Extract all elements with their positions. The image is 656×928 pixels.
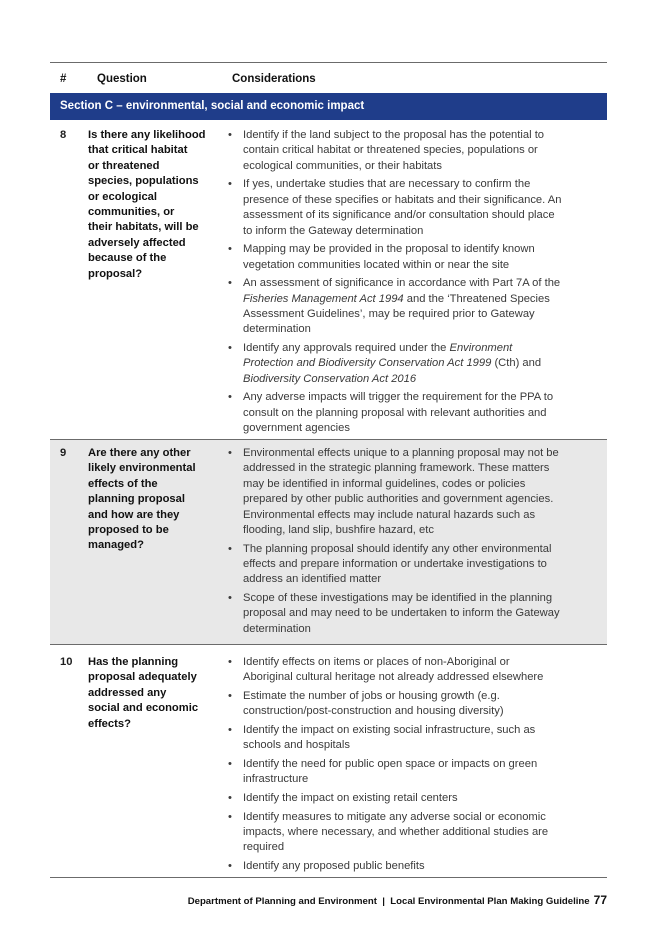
question-line: species, populations — [88, 175, 199, 188]
question-line: their habitats, will be — [88, 221, 199, 234]
consideration-line: Identify any proposed public benefits — [243, 860, 425, 872]
table-row — [50, 120, 607, 439]
consideration-line: determination — [243, 323, 311, 336]
consideration-item — [225, 591, 607, 637]
table-body — [50, 120, 607, 878]
question-line: or ecological — [88, 190, 158, 203]
question-text — [88, 128, 225, 439]
consideration-item — [225, 242, 607, 273]
consideration-line: may be identified in informal guidelines, codes or policies — [243, 477, 526, 490]
considerations — [225, 655, 607, 877]
table-header — [50, 63, 607, 93]
consideration-line: to inform the Gateway determination — [243, 224, 424, 237]
consideration-line: addressed in the strategic planning framework. These matters — [243, 462, 550, 475]
consideration-line: Fisheries Management Act 1994 and the ‘Threatened Species — [243, 292, 550, 305]
header-considerations: Considerations — [232, 73, 316, 85]
consideration-line: determination — [243, 622, 311, 635]
consideration-line: infrastructure — [243, 773, 309, 786]
consideration-item — [225, 757, 607, 788]
considerations-list — [225, 446, 607, 637]
considerations-list — [225, 655, 607, 874]
question-line: and how are they — [88, 508, 180, 521]
question-line: planning proposal — [88, 493, 185, 506]
question-line: social and economic — [88, 702, 199, 715]
guideline-table — [50, 62, 607, 878]
question-line: effects of the — [88, 477, 158, 490]
bullet-icon: • — [228, 542, 232, 555]
considerations — [225, 446, 607, 644]
consideration-line: schools and hospitals — [243, 739, 350, 752]
question-line: managed? — [88, 539, 144, 552]
consideration-line: Identify the impact on existing social infrastructure, such as — [243, 724, 536, 736]
consideration-line: Aboriginal cultural heritage not already addressed elsewhere — [243, 671, 544, 684]
consideration-item — [225, 810, 607, 856]
row-number: 10 — [60, 656, 73, 668]
consideration-item — [225, 128, 607, 174]
consideration-line: contain critical habitat or threatened species, populations or — [243, 144, 538, 157]
consideration-line: Identify the need for public open space or impacts on green — [243, 758, 538, 770]
consideration-line: prepared by other public authorities and government agencies. — [243, 493, 554, 506]
row-number: 9 — [60, 447, 67, 459]
question-line: Are there any other — [88, 447, 191, 459]
consideration-line: Identify if the land subject to the proposal has the potential to — [243, 129, 545, 141]
question-text — [88, 655, 225, 877]
consideration-line: Biodiversity Conservation Act 2016 — [243, 372, 417, 385]
consideration-item — [225, 276, 607, 338]
question-line: Has the planning — [88, 656, 179, 668]
consideration-line: Mapping may be provided in the proposal to identify known — [243, 243, 535, 256]
consideration-line: The planning proposal should identify any other environmental — [243, 542, 552, 555]
bullet-icon: • — [228, 690, 232, 702]
consideration-item — [225, 446, 607, 538]
bullet-icon: • — [228, 758, 232, 770]
question-line: proposal? — [88, 267, 143, 280]
consideration-line: proposal and may need to be undertaken to inform the Gateway — [243, 607, 560, 620]
consideration-line: Identify measures to mitigate any adverse social or economic — [243, 810, 546, 823]
bullet-icon: • — [228, 860, 232, 872]
bullet-icon: • — [228, 129, 232, 141]
consideration-line: Identify effects on items or places of non-Aboriginal or — [243, 656, 510, 668]
consideration-line: address an identified matter — [243, 573, 382, 586]
question-line: or threatened — [88, 159, 160, 172]
header-question: Question — [97, 73, 147, 85]
page-number: 77 — [593, 893, 607, 907]
row-number: 8 — [60, 129, 67, 141]
header-number: # — [60, 73, 67, 85]
bullet-icon: • — [228, 391, 232, 404]
question-line: proposed to be — [88, 524, 169, 537]
consideration-line: presence of these specifies or habitats and their significance. An — [243, 193, 562, 206]
consideration-item — [225, 542, 607, 588]
consideration-item — [225, 177, 607, 239]
consideration-line: government agencies — [243, 422, 350, 435]
consideration-line: effects and prepare information or undertake investigations to — [243, 558, 547, 571]
footer-text: Department of Planning and Environment | Local Environmental Plan Making Guideline — [187, 896, 590, 907]
consideration-line: An assessment of significance in accordance with Part 7A of the — [243, 277, 561, 290]
consideration-item — [225, 791, 607, 806]
consideration-line: Estimate the number of jobs or housing growth (e.g. — [243, 690, 500, 702]
bullet-icon: • — [228, 178, 232, 191]
consideration-item — [225, 723, 607, 754]
bullet-icon: • — [228, 792, 232, 804]
consideration-item — [225, 390, 607, 436]
consideration-line: construction/post-construction and housing diversity) — [243, 705, 504, 718]
consideration-line: flooding, land slip, bushfire hazard, etc — [243, 524, 434, 537]
bottom-rule — [50, 877, 607, 878]
consideration-item — [225, 655, 607, 686]
question-line: addressed any — [88, 686, 167, 699]
consideration-line: Any adverse impacts will trigger the requirement for the PPA to — [243, 391, 554, 404]
bullet-icon: • — [228, 447, 232, 459]
question-line: proposal adequately — [88, 671, 197, 684]
consideration-line: Identify any approvals required under the Environment — [243, 342, 513, 355]
question-line: adversely affected — [88, 236, 186, 249]
table-row — [50, 439, 607, 644]
consideration-line: If yes, undertake studies that are necessary to confirm the — [243, 178, 531, 191]
question-line: that critical habitat — [88, 144, 188, 157]
question-line: Is there any likelihood — [88, 129, 206, 141]
considerations — [225, 128, 607, 439]
question-line: because of the — [88, 252, 167, 265]
bullet-icon: • — [228, 243, 232, 256]
bullet-icon: • — [228, 810, 232, 823]
consideration-item — [225, 341, 607, 387]
considerations-list — [225, 128, 607, 437]
bullet-icon: • — [228, 592, 232, 605]
bullet-icon: • — [228, 656, 232, 668]
consideration-line: Identify the impact on existing retail centers — [243, 792, 458, 804]
consideration-item — [225, 859, 607, 874]
consideration-line: vegetation communities located within or near the site — [243, 258, 510, 271]
consideration-line: Scope of these investigations may be identified in the planning — [243, 592, 553, 605]
table-row — [50, 644, 607, 877]
question-line: effects? — [88, 717, 131, 730]
section-title: Section C – environmental, social and economic impact — [50, 93, 607, 120]
consideration-line: Protection and Biodiversity Conservation Act 1999 (Cth) and — [243, 357, 542, 370]
consideration-item — [225, 689, 607, 720]
consideration-line: required — [243, 841, 285, 854]
question-line: likely environmental — [88, 462, 196, 475]
bullet-icon: • — [228, 342, 232, 355]
consideration-line: impacts, where necessary, and whether additional studies are — [243, 826, 549, 838]
consideration-line: Environmental effects unique to a planning proposal may not be — [243, 447, 559, 459]
page-footer — [188, 893, 607, 907]
bullet-icon: • — [228, 277, 232, 290]
consideration-line: assessment of its significance and/or consultation should place — [243, 209, 555, 222]
question-line: communities, or — [88, 206, 175, 219]
consideration-line: ecological communities, or their habitats — [243, 159, 442, 172]
consideration-line: consult on the planning proposal with relevant authorities and — [243, 406, 547, 419]
consideration-line: Assessment Guidelines’, may be required prior to Gateway — [243, 308, 535, 321]
consideration-line: Environmental effects may include natural hazards such as — [243, 508, 536, 521]
bullet-icon: • — [228, 724, 232, 736]
question-text — [88, 446, 225, 644]
